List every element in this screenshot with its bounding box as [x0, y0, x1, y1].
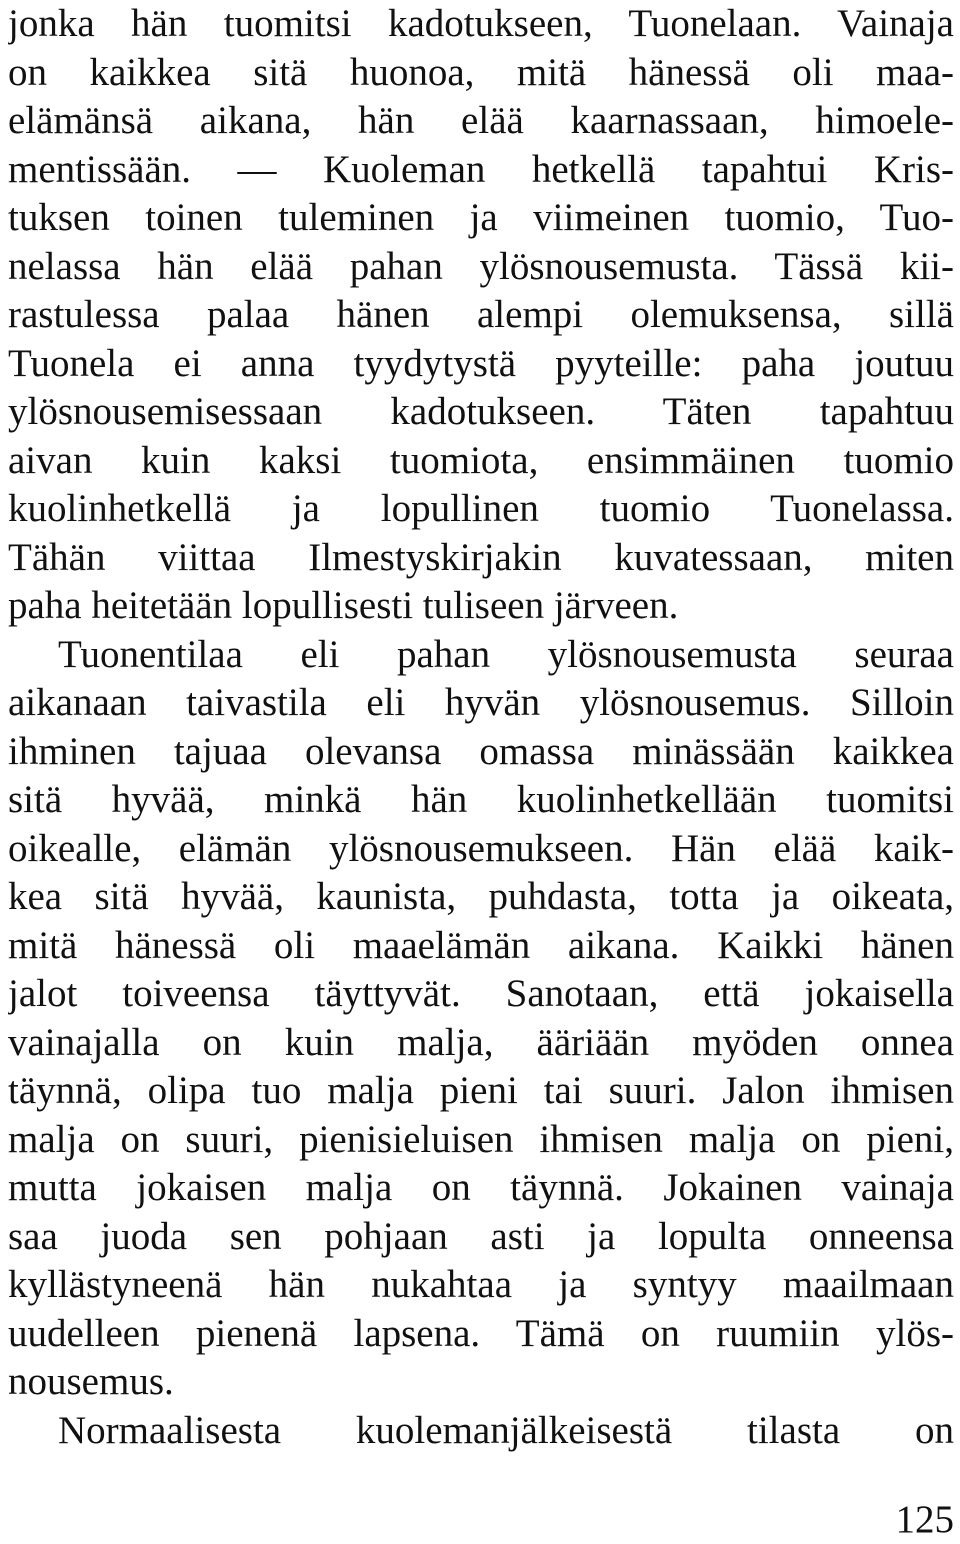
text-line: saa juoda sen pohjaan asti ja lopulta onneensa: [8, 1214, 954, 1258]
text-line: ihminen tajuaa olevansa omassa minässään kaikkea: [8, 729, 954, 773]
paragraph-end-line: paha heitetään lopullisesti tuliseen järveen.: [8, 584, 679, 627]
text-line: aikanaan taivastila eli hyvän ylösnousemus. Silloin: [8, 681, 954, 724]
text-line: Tuonela ei anna tyydytystä pyyteille: paha joutuu: [8, 341, 954, 385]
text-line: uudelleen pienenä lapsena. Tämä on ruumiin ylös-: [8, 1311, 954, 1355]
text-line: vainajalla on kuin malja, ääriään myöden onnea: [8, 1020, 954, 1064]
page-number: 125: [895, 1498, 954, 1541]
text-line: mutta jokaisen malja on täynnä. Jokainen vainaja: [8, 1166, 954, 1209]
text-line: on kaikkea sitä huonoa, mitä hänessä oli maa-: [8, 50, 954, 94]
text-line: elämänsä aikana, hän elää kaarnassaan, himoele-: [8, 99, 954, 142]
text-line: rastulessa palaa hänen alempi olemuksensa, sillä: [8, 293, 954, 336]
text-line: malja on suuri, pienisieluisen ihmisen malja on pieni,: [8, 1117, 954, 1161]
text-line: kuolinhetkellä ja lopullinen tuomio Tuonelassa.: [8, 487, 954, 530]
text-line: oikealle, elämän ylösnousemukseen. Hän elää kaik-: [8, 826, 954, 870]
text-line: jonka hän tuomitsi kadotukseen, Tuonelaan. Vainaja: [8, 2, 954, 45]
text-line: jalot toiveensa täyttyvät. Sanotaan, että jokaisella: [8, 972, 954, 1015]
text-line: aivan kuin kaksi tuomiota, ensimmäinen tuomio: [8, 438, 954, 482]
text-line: ylösnousemisessaan kadotukseen. Täten tapahtuu: [8, 390, 954, 433]
text-line: täynnä, olipa tuo malja pieni tai suuri. Jalon ihmisen: [8, 1069, 954, 1112]
text-line: Tähän viittaa Ilmestyskirjakin kuvatessaan, miten: [8, 535, 954, 579]
text-line: tuksen toinen tuleminen ja viimeinen tuomio, Tuo-: [8, 196, 954, 239]
text-line: mentissään. — Kuoleman hetkellä tapahtui Kris-: [8, 147, 954, 191]
paragraph-start-line: Normaalisesta kuolemanjälkeisestä tilasta on: [58, 1408, 954, 1452]
text-line: kyllästyneenä hän nukahtaa ja syntyy maailmaan: [8, 1263, 954, 1306]
text-line: nelassa hän elää pahan ylösnousemusta. Tässä kii-: [8, 244, 954, 288]
paragraph-end-line: nousemus.: [8, 1360, 174, 1403]
text-line: mitä hänessä oli maaelämän aikana. Kaikki hänen: [8, 923, 954, 967]
text-line: kea sitä hyvää, kaunista, puhdasta, totta ja oikeata,: [8, 875, 954, 918]
paragraph-start-line: Tuonentilaa eli pahan ylösnousemusta seuraa: [58, 632, 954, 676]
text-line: sitä hyvää, minkä hän kuolinhetkellään tuomitsi: [8, 778, 954, 821]
